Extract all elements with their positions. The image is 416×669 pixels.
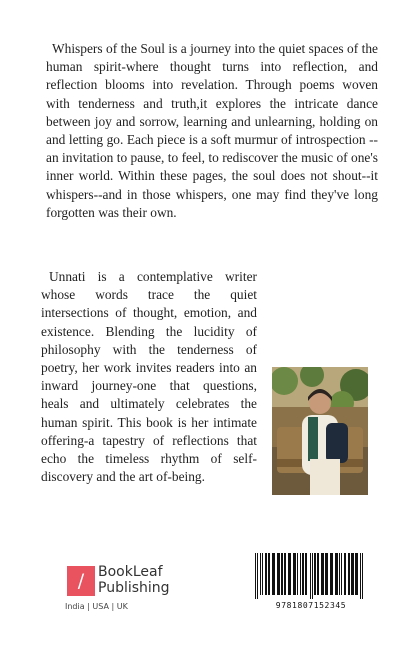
publisher-logo — [67, 563, 187, 623]
publisher-regions: India | USA | UK — [65, 602, 128, 611]
bookleaf-icon: / — [67, 566, 95, 596]
publisher-name-line2: Publishing — [98, 580, 170, 596]
isbn-barcode — [251, 551, 371, 616]
barcode-bars — [251, 551, 371, 599]
book-blurb: Whispers of the Soul is a journey into the quiet spaces of the human spirit-where thought turns into reflection, and reflection blooms into revelation. Through poems woven with tenderness and truth,it explores the intricate dance between joy and sorrow, learning and unlearning, holding on and letting go. Each piece is a soft murmur of introspection --an invitation to pause, to feel, to rediscover the music of one's inner world. Within these pages, the soul does not shout--it whispers--and in those whispers, one may find they've long forgotten was their own. — [46, 41, 378, 220]
author-bio: Unnati is a contemplative writer whose words trace the quiet intersections of thought, emotion, and existence. Blending the lucidity of philosophy with the tenderness of poetry, her work invites readers into an inward journey-one that questions, heals and ultimately celebrates the human spirit. This book is her intimate offering-a tapestry of reflections that echo the timeless rhythm of self-discovery and the art of-being. — [41, 269, 257, 485]
isbn-number: 9781807152345 — [275, 601, 347, 610]
publisher-name-line1: BookLeaf — [98, 564, 163, 580]
author-photo — [272, 367, 368, 495]
